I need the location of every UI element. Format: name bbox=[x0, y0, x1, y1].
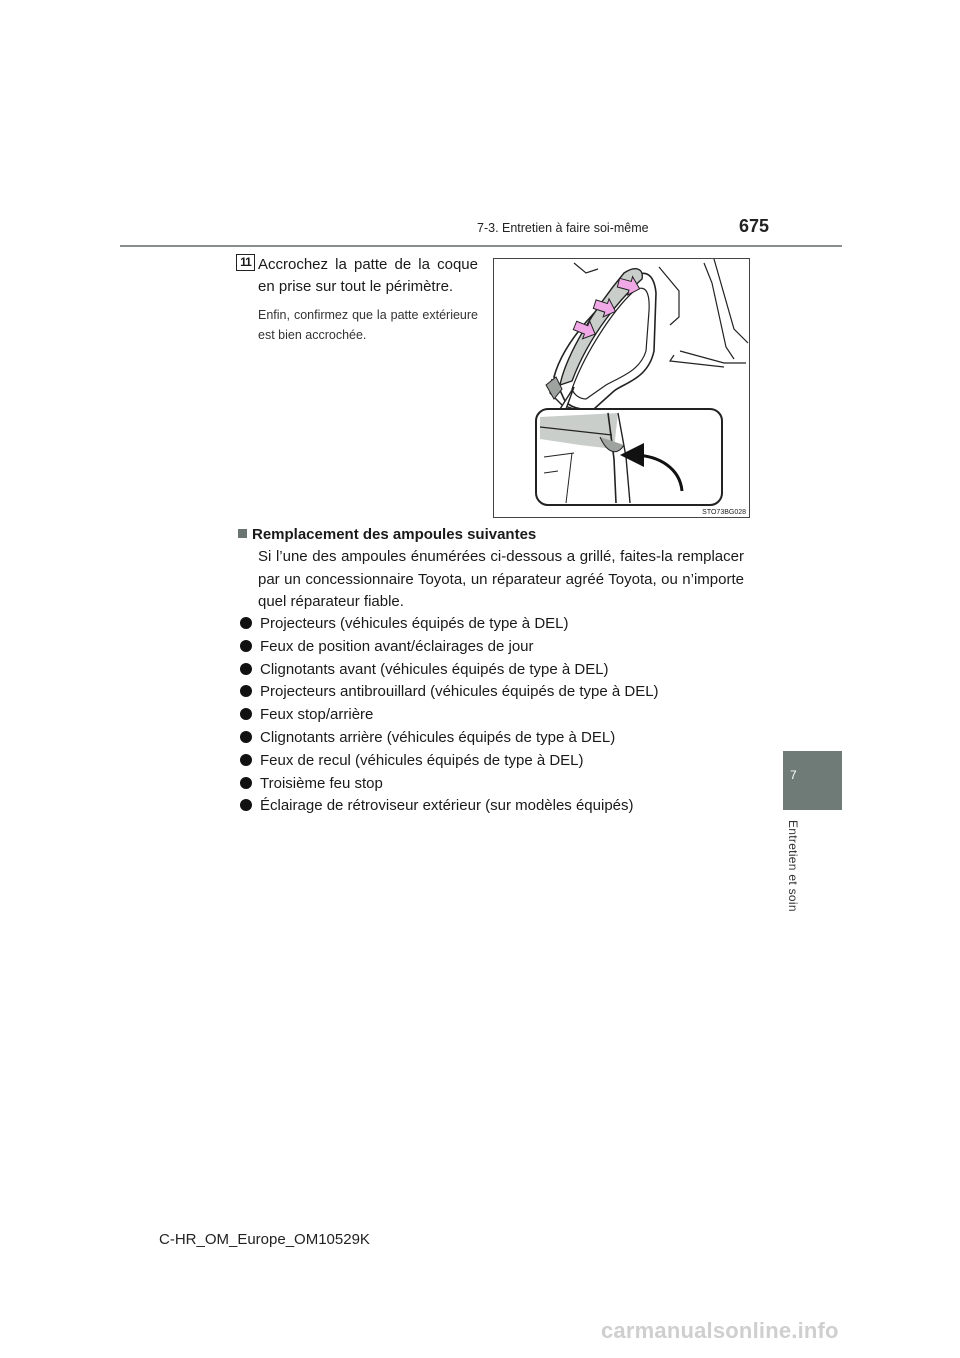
chapter-number: 7 bbox=[790, 768, 797, 782]
bullet-icon bbox=[240, 777, 252, 789]
list-item: Éclairage de rétroviseur extérieur (sur modèles équipés) bbox=[240, 795, 659, 818]
bulb-list bbox=[240, 613, 659, 818]
bullet-icon bbox=[240, 754, 252, 766]
mirror-diagram-svg bbox=[494, 259, 749, 517]
section-heading-text: Remplacement des ampoules suivantes bbox=[252, 526, 537, 543]
list-item: Feux de recul (véhicules équipés de type à DEL) bbox=[240, 750, 659, 773]
running-header-section: 7-3. Entretien à faire soi-même bbox=[477, 221, 649, 235]
list-item: Feux de position avant/éclairages de jour bbox=[240, 636, 659, 659]
list-item: Clignotants arrière (véhicules équipés de type à DEL) bbox=[240, 727, 659, 750]
figure-code: STO73BG028 bbox=[702, 509, 746, 516]
section-intro: Si l’une des ampoules énumérées ci-dessous a grillé, faites-la remplacer par un concessionnaire Toyota, un réparateur agréé Toyota, ou n’importe quel réparateur fiable. bbox=[258, 548, 744, 610]
watermark[interactable]: carmanualsonline.info bbox=[601, 1318, 839, 1343]
page-number: 675 bbox=[739, 216, 770, 236]
square-bullet-icon bbox=[238, 529, 247, 538]
bullet-icon bbox=[240, 617, 252, 629]
step-instruction: Accrochez la patte de la coque en prise sur tout le périmètre. bbox=[258, 256, 478, 295]
bullet-icon bbox=[240, 731, 252, 743]
section-heading bbox=[238, 526, 536, 543]
mirror-housing bbox=[550, 273, 656, 409]
list-item: Feux stop/arrière bbox=[240, 704, 659, 727]
bullet-icon bbox=[240, 640, 252, 652]
bullet-icon bbox=[240, 799, 252, 811]
header-rule bbox=[120, 245, 842, 247]
bullet-icon bbox=[240, 685, 252, 697]
list-item: Troisième feu stop bbox=[240, 773, 659, 796]
step-note: Enfin, confirmez que la patte extérieure est bien accrochée. bbox=[258, 308, 478, 342]
detail-inset bbox=[536, 409, 722, 505]
list-item: Projecteurs antibrouillard (véhicules équipés de type à DEL) bbox=[240, 681, 659, 704]
mirror-cover-illustration bbox=[493, 258, 750, 518]
bullet-icon bbox=[240, 708, 252, 720]
footer-document-code: C-HR_OM_Europe_OM10529K bbox=[159, 1231, 370, 1248]
list-item: Clignotants avant (véhicules équipés de type à DEL) bbox=[240, 659, 659, 682]
list-item: Projecteurs (véhicules équipés de type à DEL) bbox=[240, 613, 659, 636]
chapter-label: Entretien et soin bbox=[786, 820, 800, 912]
step-number-badge: 11 bbox=[236, 254, 255, 271]
bullet-icon bbox=[240, 663, 252, 675]
